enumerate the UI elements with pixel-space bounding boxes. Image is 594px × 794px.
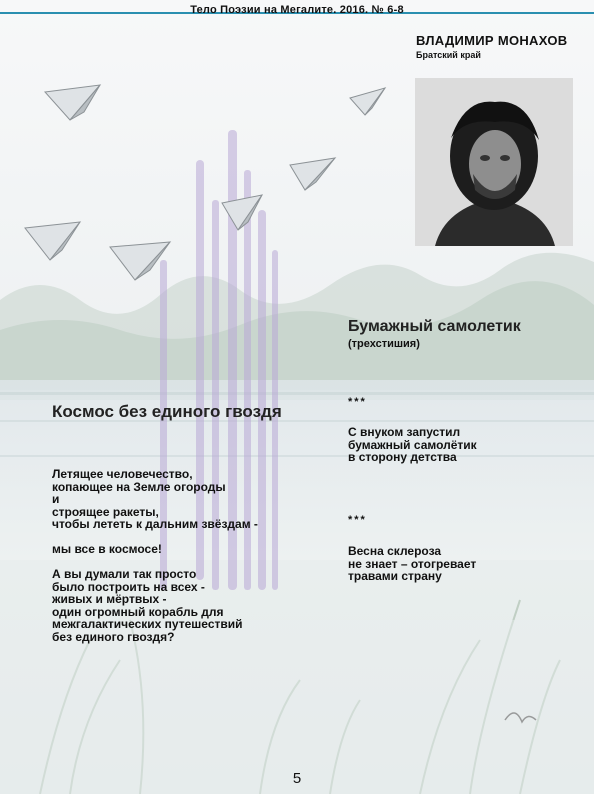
author-block [416,33,574,60]
section-separator: *** [348,514,367,526]
poem-subtitle: (трехстишия) [348,338,420,350]
poem-title-paper-plane: Бумажный самолетик [348,318,521,335]
poem-space-text: Летящее человечество, копающее на Земле огороды и строящее ракеты, чтобы лететь к дальним звёздам - мы все в космосе! А вы думали так просто было построить на всех - живых и мёртвых - один огромный корабль для межгалактических путешествий без единого гвоздя? [52,467,258,644]
journal-header: Тело Поэзии на Мегалите. 2016. № 6-8 [190,4,404,16]
haiku-1: С внуком запустил бумажный самолётик в сторону детства [348,425,477,464]
author-photo [415,78,573,246]
poem-title-space: Космос без единого гвоздя [52,402,282,421]
author-region: Братский край [416,50,481,60]
section-separator: *** [348,396,367,408]
haiku-2: Весна склероза не знает – отогревает травами страну [348,544,477,583]
page-number: 5 [292,770,302,787]
author-name: ВЛАДИМИР МОНАХОВ [416,33,568,48]
